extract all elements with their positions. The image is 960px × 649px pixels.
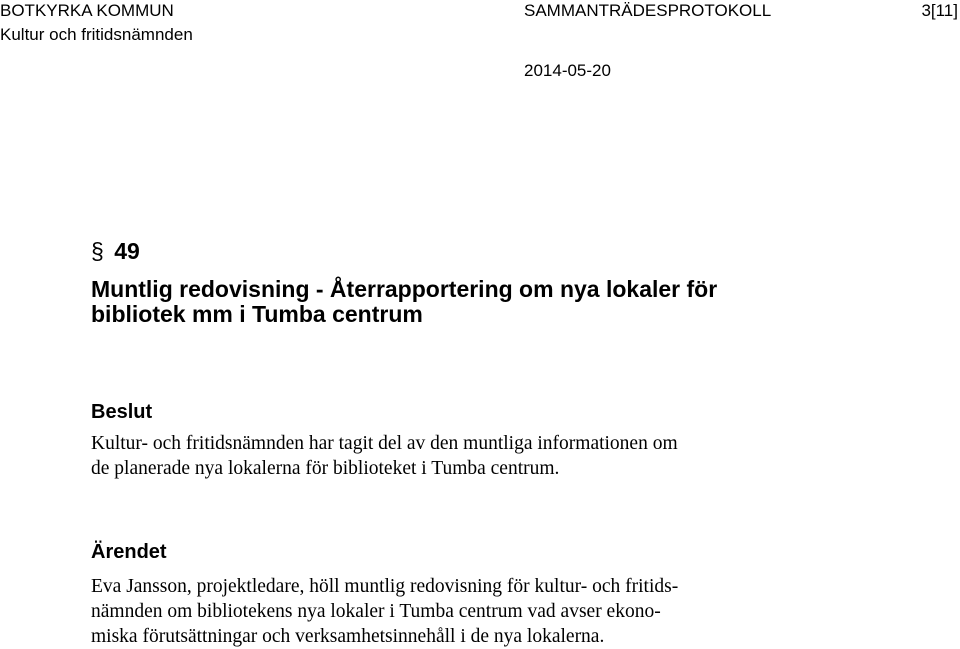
organization-name: BOTKYRKA KOMMUN [0, 1, 174, 20]
beslut-text [91, 431, 678, 481]
title-line: bibliotek mm i Tumba centrum [91, 301, 423, 327]
section-symbol: § [91, 238, 104, 264]
text-line: de planerade nya lokalerna för biblioteket i Tumba centrum. [91, 458, 560, 479]
arendet-heading: Ärendet [91, 541, 167, 563]
page-indicator: 3[11] [921, 1, 958, 20]
meeting-date: 2014-05-20 [524, 61, 611, 80]
beslut-heading: Beslut [91, 401, 153, 423]
paragraph-title [91, 277, 851, 327]
arendet-text [91, 574, 678, 649]
paragraph-number [91, 237, 140, 265]
text-line: Kultur- och fritidsnämnden har tagit del av den muntliga informationen om [91, 433, 678, 454]
text-line: nämnden om bibliotekens nya lokaler i Tumba centrum vad avser ekono- [91, 601, 661, 622]
committee-name: Kultur och fritidsnämnden [0, 25, 193, 44]
text-line: Eva Jansson, projektledare, höll muntlig redovisning för kultur- och fritids- [91, 576, 679, 597]
document-type: SAMMANTRÄDESPROTOKOLL [524, 1, 772, 20]
title-line: Muntlig redovisning - Återrapportering om nya lokaler för [91, 276, 718, 302]
paragraph-number-value: 49 [114, 238, 140, 264]
text-line: miska förutsättningar och verksamhetsinnehåll i de nya lokalerna. [91, 626, 605, 647]
